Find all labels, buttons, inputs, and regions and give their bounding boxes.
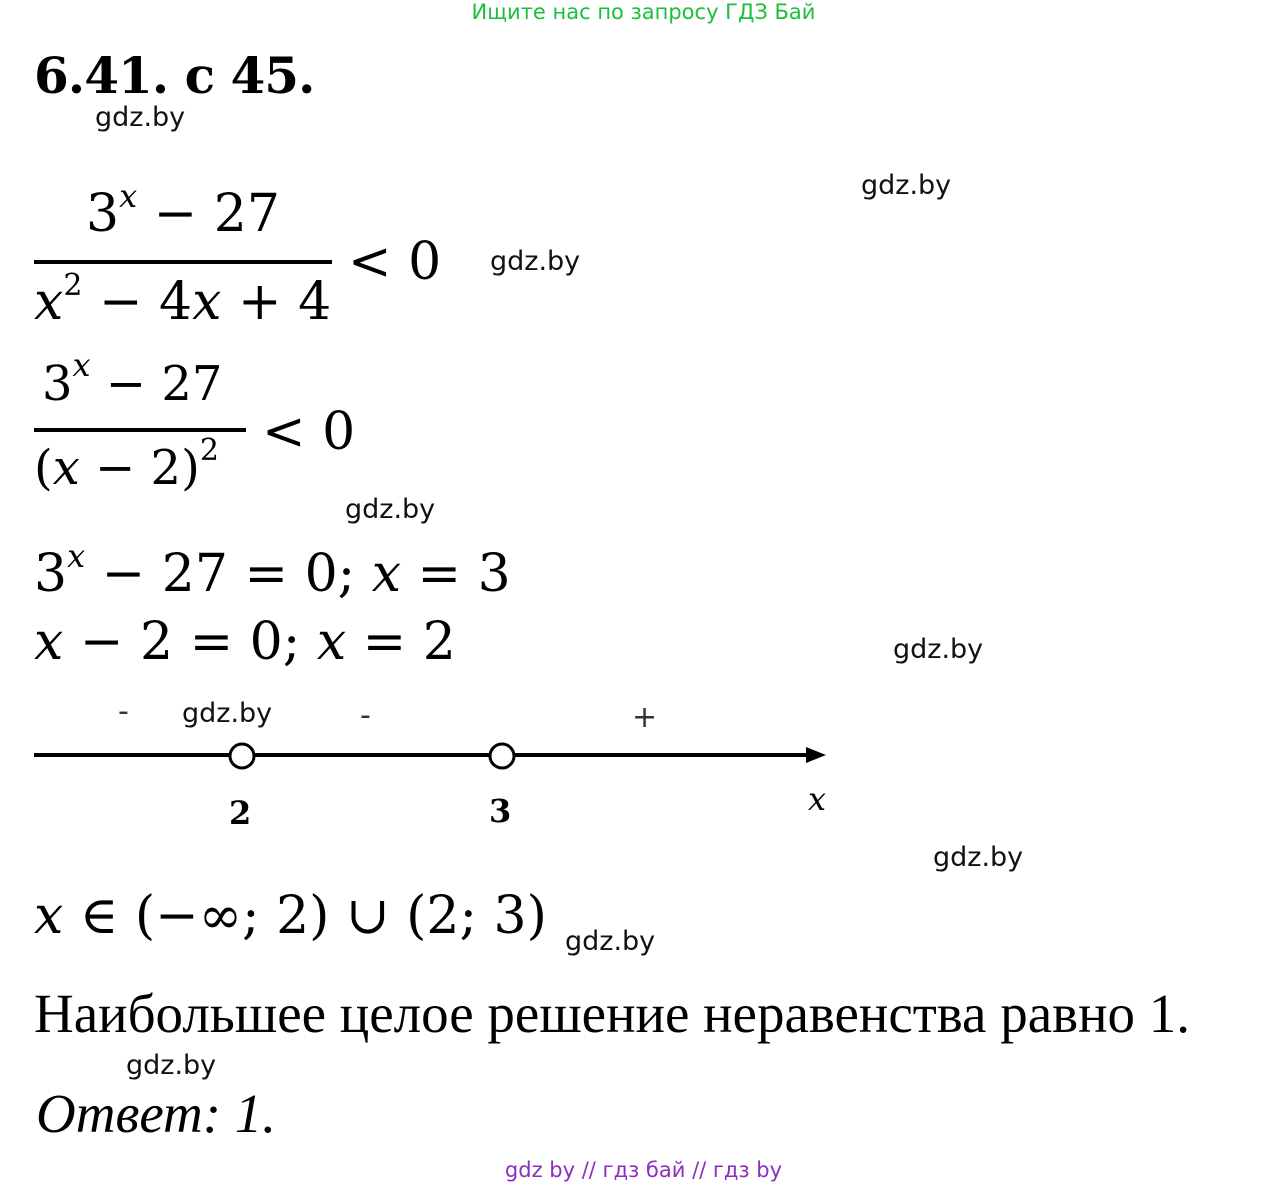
watermark: gdz.by bbox=[345, 494, 436, 525]
sign-interval-2: - bbox=[360, 698, 371, 733]
watermark: gdz.by bbox=[182, 698, 273, 729]
fraction-1-denominator: $x^2 - 4x + 4$ bbox=[34, 268, 332, 332]
top-banner[interactable]: Ищите нас по запросу ГДЗ Бай bbox=[471, 0, 816, 24]
sign-interval-3: + bbox=[632, 700, 658, 735]
answer-text: Ответ: 1. bbox=[36, 1083, 277, 1144]
fraction-2-relation: < 0 bbox=[262, 402, 356, 462]
equation-numerator-zero: $3^x - 27 = 0$; x = 3 bbox=[34, 537, 511, 604]
watermark: gdz.by bbox=[893, 634, 984, 665]
axis-label-x: x bbox=[808, 780, 827, 818]
open-point-2 bbox=[230, 744, 254, 768]
watermark: gdz.by bbox=[565, 926, 656, 957]
footer-links[interactable]: gdz by // гдз бай // гдз by bbox=[504, 1158, 783, 1182]
fraction-2-denominator: $(x - 2)^2$ bbox=[34, 433, 219, 496]
watermark: gdz.by bbox=[126, 1050, 217, 1081]
equation-denominator-zero: x − 2 = 0; x = 2 bbox=[34, 612, 456, 672]
fraction-1-numerator: $3^x - 27$ bbox=[86, 177, 280, 244]
fraction-1-relation: < 0 bbox=[348, 232, 442, 292]
watermark: gdz.by bbox=[95, 102, 186, 133]
open-point-3 bbox=[490, 744, 514, 768]
number-line bbox=[30, 736, 830, 776]
point-label-3: 3 bbox=[489, 792, 512, 830]
fraction-2-numerator: $3^x - 27$ bbox=[42, 346, 223, 412]
fraction-1-bar bbox=[34, 260, 332, 264]
sign-interval-1: - bbox=[118, 694, 129, 729]
exercise-title: 6.41. с 45. bbox=[34, 46, 315, 105]
watermark: gdz.by bbox=[490, 246, 581, 277]
watermark: gdz.by bbox=[933, 842, 1024, 873]
point-label-2: 2 bbox=[229, 794, 252, 832]
fraction-2-bar bbox=[34, 428, 246, 432]
watermark: gdz.by bbox=[861, 170, 952, 201]
number-line-arrow bbox=[806, 747, 826, 763]
conclusion-text: Наибольшее целое решение неравенства равно 1. bbox=[34, 983, 1191, 1044]
solution-set: x ∈ (−∞; 2) ∪ (2; 3) bbox=[34, 886, 547, 946]
